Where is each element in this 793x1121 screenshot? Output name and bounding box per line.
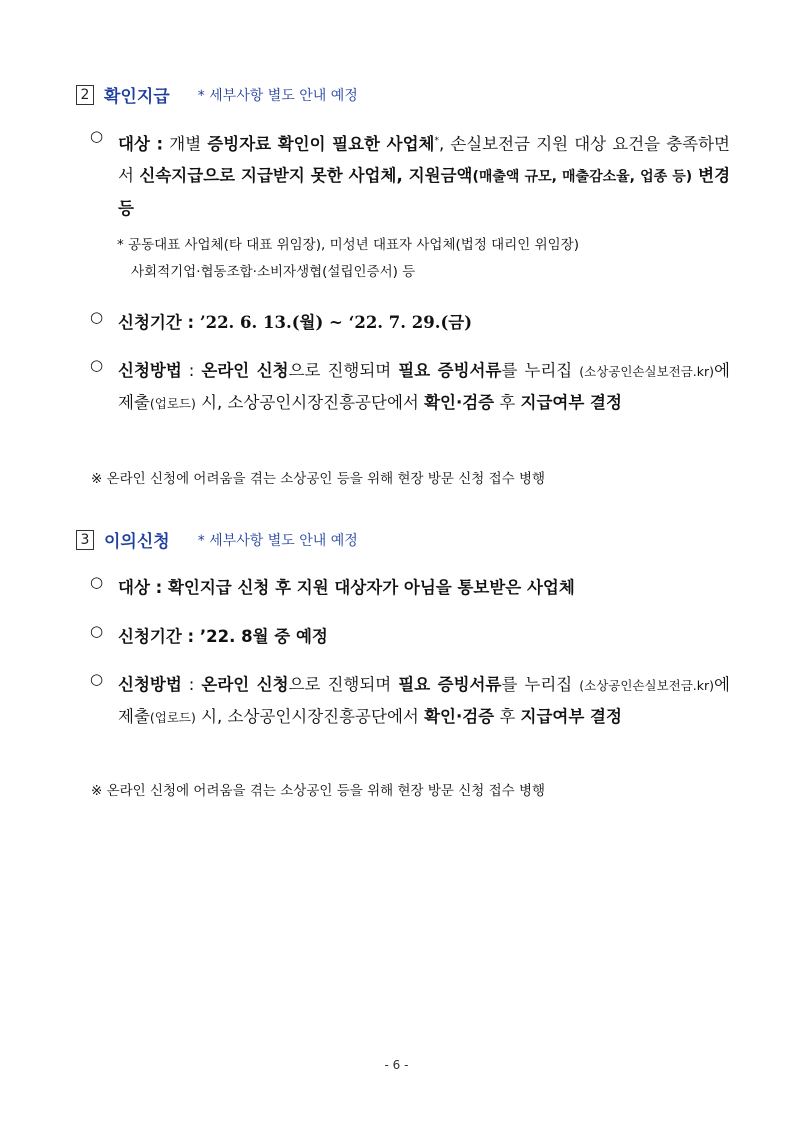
- section-note: * 세부사항 별도 안내 예정: [197, 532, 358, 549]
- section-2-heading: [76, 82, 358, 107]
- footnote-line-2: 사회적기업·협동조합·소비자생협(설립인증서) 등: [131, 264, 416, 280]
- section-number-box: 2: [76, 85, 94, 105]
- reference-note: ※ 온라인 신청에 어려움을 겪는 소상공인 등을 위해 현장 방문 신청 접수 병행: [91, 471, 546, 487]
- bullet-icon: ○: [90, 127, 104, 145]
- bullet-icon: ○: [90, 622, 104, 640]
- section-3-method-item: [90, 669, 730, 733]
- section-2-method-item: [90, 355, 730, 419]
- period-text: 신청기간 : ’22. 8월 중 예정: [118, 627, 328, 646]
- target-text: 대상 : 확인지급 신청 후 지원 대상자가 아님을 통보받은 사업체: [118, 578, 575, 597]
- section-3-target-item: [90, 572, 730, 603]
- target-label: 대상 :: [118, 134, 164, 154]
- website-url: (소상공인손실보전금.kr): [579, 678, 715, 693]
- section-title: 확인지급: [104, 87, 170, 107]
- footnote-line-1: * 공동대표 사업체(타 대표 위임장), 미성년 대표자 사업체(법정 대리인 위임장): [117, 237, 579, 253]
- website-url: (소상공인손실보전금.kr): [579, 364, 715, 379]
- section-title: 이의신청: [104, 532, 170, 552]
- method-text: 신청방법 : 온라인 신청으로 진행되며 필요 증빙서류를 누리집 (소상공인손실보전금.kr)에 제출(업로드) 시, 소상공인시장진흥공단에서 확인·검증 후 지급여부 결정: [118, 675, 730, 726]
- period-value: ’22. 6. 13.(월) ~ ‘22. 7. 29.(금): [194, 313, 473, 332]
- section-number-box: 3: [76, 530, 94, 550]
- period-value: ’22. 8월 중 예정: [194, 627, 328, 646]
- section-2-target-item: [90, 126, 730, 224]
- section-2-period-item: [90, 307, 730, 338]
- bullet-icon: ○: [90, 670, 104, 688]
- method-text: 신청방법 : 온라인 신청으로 진행되며 필요 증빙서류를 누리집 (소상공인손실보전금.kr)에 제출(업로드) 시, 소상공인시장진흥공단에서 확인·검증 후 지급여부 결정: [118, 361, 730, 412]
- reference-note: ※ 온라인 신청에 어려움을 겪는 소상공인 등을 위해 현장 방문 신청 접수 병행: [91, 783, 546, 799]
- section-3-period-item: [90, 621, 730, 652]
- footnote-marker: *: [434, 136, 439, 146]
- period-text: 신청기간 : ’22. 6. 13.(월) ~ ‘22. 7. 29.(금): [118, 313, 473, 332]
- page-number: - 6 -: [384, 1058, 409, 1072]
- target-emphasis: 증빙자료 확인이 필요한 사업체: [207, 134, 435, 154]
- section-3-heading: [76, 527, 358, 552]
- bullet-icon: ○: [90, 573, 104, 591]
- bullet-icon: ○: [90, 308, 104, 326]
- target-text: 대상 : 개별 증빙자료 확인이 필요한 사업체*, 손실보전금 지원 대상 요건을 충족하면서 신속지급으로 지급받지 못한 사업체, 지원금액(매출액 규모, 매출감소율, 업종 등) 변경 등: [118, 134, 731, 218]
- section-note: * 세부사항 별도 안내 예정: [197, 87, 358, 104]
- bullet-icon: ○: [90, 356, 104, 374]
